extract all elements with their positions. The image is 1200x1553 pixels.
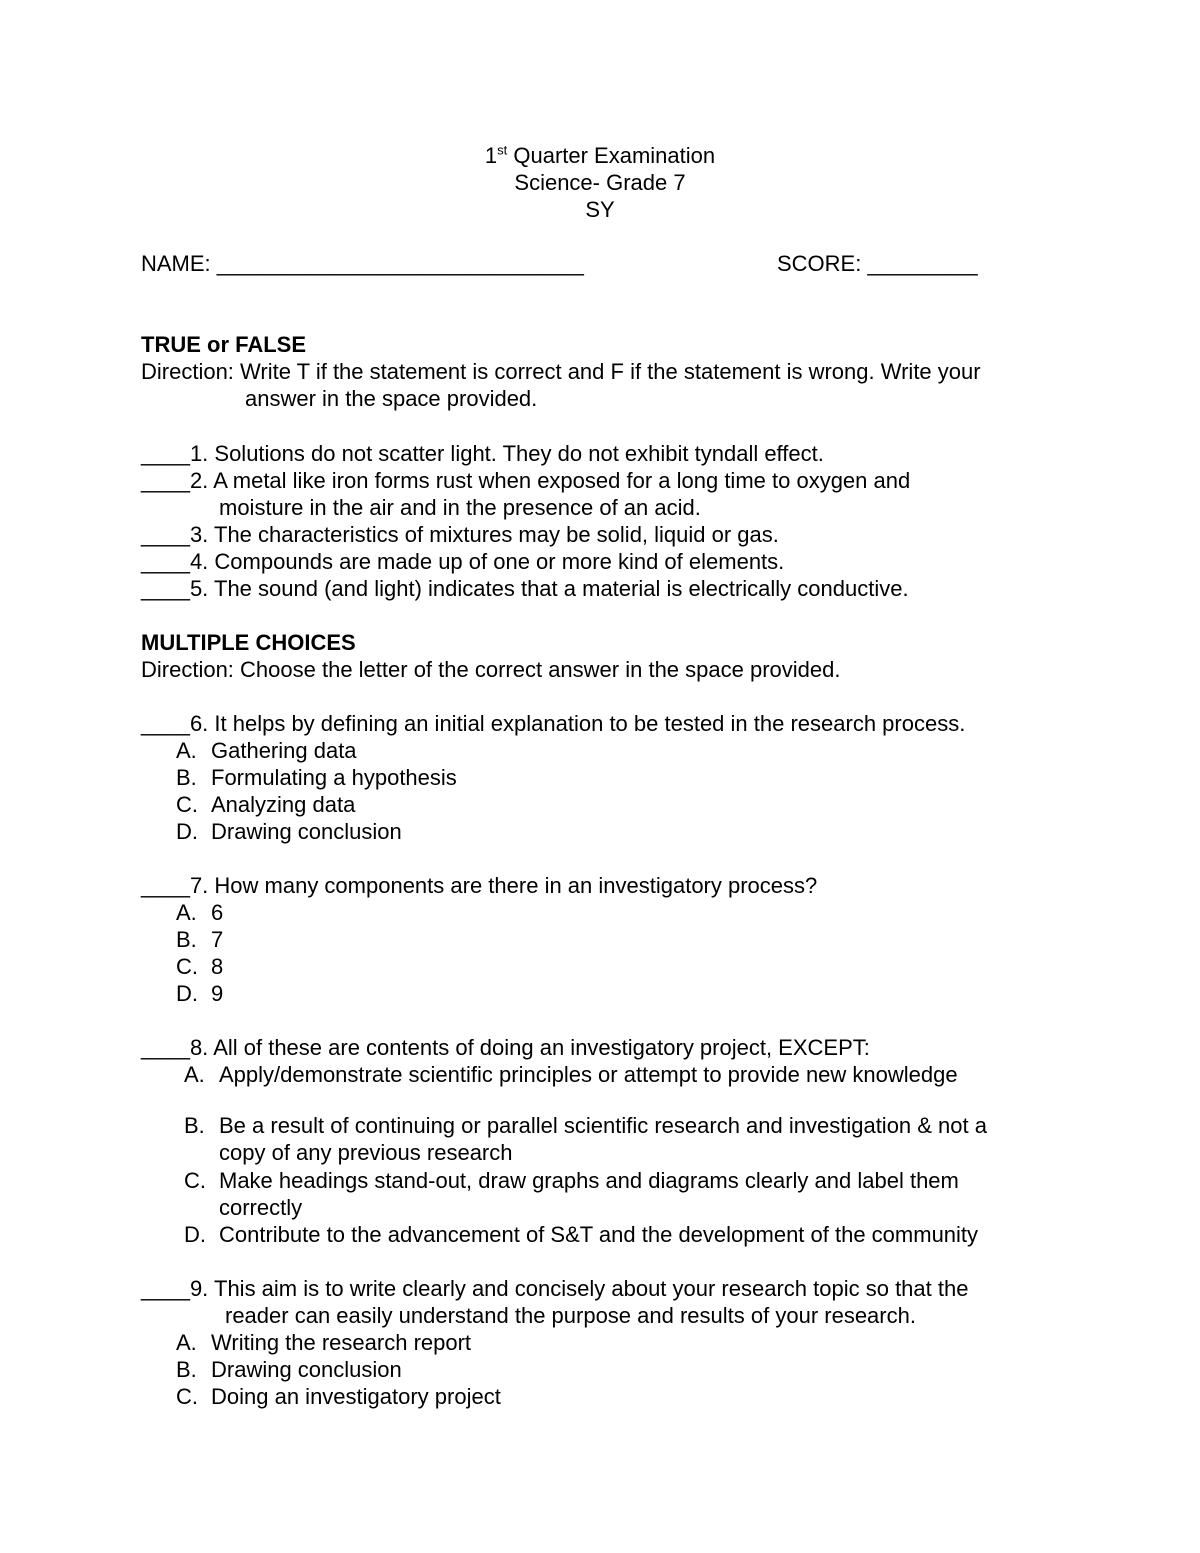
- q8-option-b-letter: B.: [184, 1113, 205, 1138]
- exam-subject: Science- Grade 7: [514, 170, 686, 195]
- q8-option-c-text: Make headings stand-out, draw graphs and diagrams clearly and label them: [219, 1168, 959, 1193]
- tf-item-2: ____2. A metal like iron forms rust when exposed for a long time to oxygen and: [141, 468, 911, 493]
- true-false-heading: TRUE or FALSE: [141, 332, 307, 357]
- tf-item-4: ____4. Compounds are made up of one or more kind of elements.: [141, 549, 785, 574]
- q6-option-d-letter: D.: [176, 819, 198, 844]
- q9-option-c-text: Doing an investigatory project: [211, 1384, 501, 1409]
- q9-option-a-text: Writing the research report: [211, 1330, 472, 1355]
- q7-option-d-letter: D.: [176, 981, 198, 1006]
- q6-option-b-letter: B.: [176, 765, 197, 790]
- q7-option-a-letter: A.: [176, 900, 197, 925]
- question-9-stem: ____9. This aim is to write clearly and concisely about your research topic so that the: [141, 1276, 969, 1301]
- q8-option-b-text: Be a result of continuing or parallel scientific research and investigation & not a: [219, 1113, 987, 1138]
- q7-option-b-letter: B.: [176, 927, 197, 952]
- q8-option-a-letter: A.: [184, 1062, 205, 1087]
- title-ordinal: 1: [484, 143, 498, 168]
- q6-option-d-text: Drawing conclusion: [211, 819, 402, 844]
- q7-option-a-text: 6: [211, 900, 224, 925]
- q8-option-c-text-cont: correctly: [219, 1195, 303, 1220]
- q9-option-c-letter: C.: [176, 1384, 198, 1409]
- q6-option-c-text: Analyzing data: [211, 792, 356, 817]
- title-rest: Quarter Examination: [507, 143, 716, 168]
- exam-title: [0, 142, 1200, 169]
- question-7-stem: ____7. How many components are there in an investigatory process?: [141, 873, 818, 898]
- q6-option-a-letter: A.: [176, 738, 197, 763]
- multiple-choice-heading: MULTIPLE CHOICES: [141, 630, 356, 655]
- multiple-choice-direction: Direction: Choose the letter of the correct answer in the space provided.: [141, 657, 841, 682]
- question-6-stem: ____6. It helps by defining an initial explanation to be tested in the research process.: [141, 711, 966, 736]
- title-ordinal-suffix: st: [497, 142, 508, 158]
- q8-option-c-letter: C.: [184, 1168, 206, 1193]
- q9-option-a-letter: A.: [176, 1330, 197, 1355]
- name-field[interactable]: NAME: ______________________________: [141, 251, 584, 276]
- q6-option-c-letter: C.: [176, 792, 198, 817]
- q8-option-d-letter: D.: [184, 1222, 206, 1247]
- question-9-stem-cont: reader can easily understand the purpose and results of your research.: [225, 1303, 916, 1328]
- question-8-stem: ____8. All of these are contents of doing an investigatory project, EXCEPT:: [141, 1035, 870, 1060]
- q9-option-b-text: Drawing conclusion: [211, 1357, 402, 1382]
- score-field[interactable]: SCORE: _________: [777, 251, 978, 276]
- q8-option-a-text: Apply/demonstrate scientific principles or attempt to provide new knowledge: [219, 1062, 958, 1087]
- q8-option-d-text: Contribute to the advancement of S&T and the development of the community: [219, 1222, 979, 1247]
- tf-item-2-cont: moisture in the air and in the presence of an acid.: [219, 495, 701, 520]
- q7-option-d-text: 9: [211, 981, 224, 1006]
- true-false-direction-cont: answer in the space provided.: [245, 386, 538, 411]
- q6-option-a-text: Gathering data: [211, 738, 357, 763]
- true-false-direction: Direction: Write T if the statement is correct and F if the statement is wrong. Write your: [141, 359, 981, 384]
- tf-item-1: ____1. Solutions do not scatter light. They do not exhibit tyndall effect.: [141, 441, 824, 466]
- q7-option-c-letter: C.: [176, 954, 198, 979]
- q8-option-b-text-cont: copy of any previous research: [219, 1140, 513, 1165]
- q7-option-b-text: 7: [211, 927, 224, 952]
- tf-item-3: ____3. The characteristics of mixtures may be solid, liquid or gas.: [141, 522, 779, 547]
- q6-option-b-text: Formulating a hypothesis: [211, 765, 457, 790]
- q9-option-b-letter: B.: [176, 1357, 197, 1382]
- school-year: SY: [585, 197, 615, 222]
- q7-option-c-text: 8: [211, 954, 224, 979]
- tf-item-5: ____5. The sound (and light) indicates that a material is electrically conductive.: [141, 576, 909, 601]
